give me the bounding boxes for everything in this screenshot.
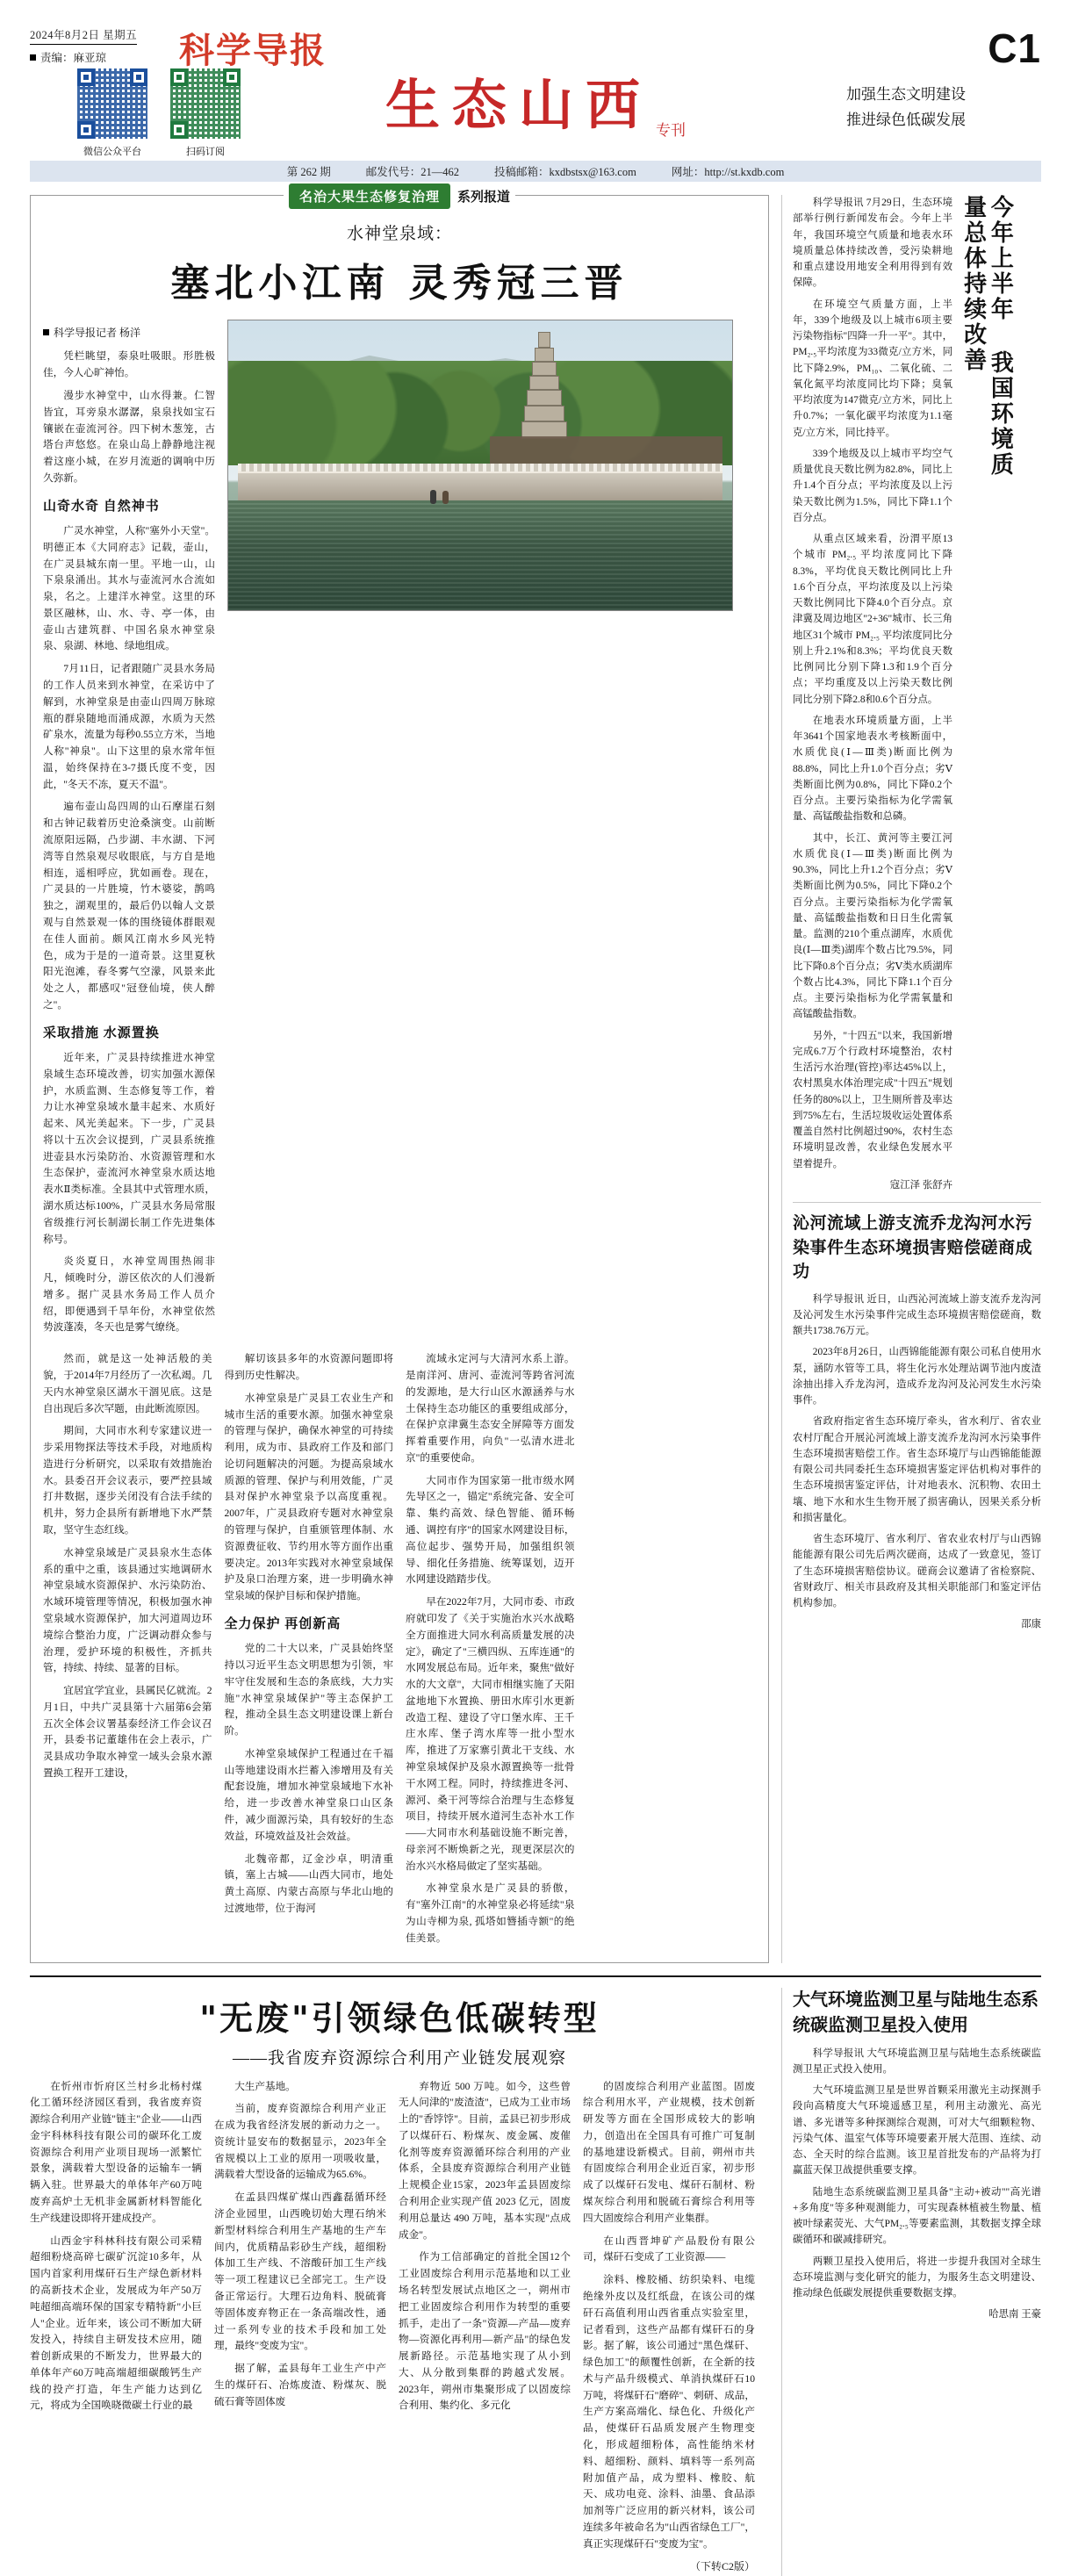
feature-column-1 (43, 320, 215, 1342)
feature-column-2 (43, 1351, 212, 1953)
paragraph: 从重点区域来看，汾渭平原13个城市 PM₂.₅ 平均浓度同比下降8.3%，平均优良天数比例同比上升1.6个百分点，平均浓度及以上污染天数比例同比下降4.0个百分点。京津冀及周边地区"2+36"城市、长三角地区31个城市 PM₂.₅ 平均浓度同比分别上升2.1%和8.3%；平均优良天数比例同比分别下降1.3和1.9个百分点；平均重度及以上污染天数比例同比分别下降2.8和0.6个百分点。 (793, 534, 952, 705)
paragraph: 作为工信部确定的首批全国12个工业固废综合利用示范基地和以工业场名转型发展试点地区之一，朔州市把工业固废综合利用作为转型的重要抓手，走出了一条"资源—产品—废弃物—资源化再利用—新产品"的绿色发展新路径。示范基地实现了从小到大、从分散到集群的跨越式发展。2023年，朔州市集聚形成了以固废综合利用、集约化、多元化 (399, 2251, 571, 2412)
paragraph: 在地表水环境质量方面，上半年3641个国家地表水考核断面中，水质优良(Ⅰ—Ⅲ类)断面比例为88.8%，同比上升1.0个百分点；劣Ⅴ类断面比例为0.8%，同比下降0.2个百分点。主要污染指标为化学需氧量、高锰酸盐指数和总磷。 (793, 715, 952, 823)
bottom-column-1 (30, 2079, 202, 2576)
paragraph: 宜居宜学宜业，县属民亿就流。2月1日，中共广灵县第十六届第6会第五次全体会议署基泰经济工作会议召开，县委书记董雄伟在会上表示，广灵县成功争取水神堂一域头会泉水源置换工程开工建设， (43, 1685, 212, 1779)
paragraph: 党的二十大以来，广灵县始终坚持以习近平生态文明思想为引领，牢牢守住发展和生态的条底线，大力实施"水神堂泉域保护"等主态保护工程，推动全县生态文明建设课上新台阶。 (224, 1643, 393, 1738)
paragraph: 两颗卫星投入使用后，将进一步提升我国对全球生态环境监测与变化研究的能力，为服务生态文明建设、推动绿色低碳发展提供重要数据支撑。 (793, 2256, 1041, 2299)
right-article-2-title: 沁河流域上游支流乔龙沟河水污染事件生态环境损害赔偿磋商成功 (793, 1214, 1033, 1282)
paragraph: 水神堂泉水是广灵县的骄傲，有"塞外江南"的水神堂泉必将延续"泉为山寺柳为泉, 孤塔如簪插寺额"的绝佳美景。 (406, 1882, 575, 1944)
bottom-right-article (781, 1988, 1041, 2576)
slogan-line-2: 推进绿色低碳发展 (846, 111, 966, 128)
article-byline: 寇江泽 张舒卉 (889, 1179, 952, 1191)
section-heading: 全力保护 再创新高 (224, 1616, 341, 1631)
feature-spacer (587, 1351, 757, 1953)
paragraph: 省政府指定省生态环境厅牵头，省水利厅、省农业农村厅配合开展沁河流域上游支流乔龙沟河水污染事件生态环境损害赔偿工作。省生态环境厅与山西锦能能源有限公司共同委托生态环境损害鉴定评估机构对事件的生态环境损害鉴定评估，计对地表水、沉积物、农田土壤、地下水和水生生物开展了损害确认，因果关系分析和损害量化。 (793, 1416, 1041, 1523)
paragraph: 大气环境监测卫星是世界首颗采用激光主动探测手段向高精度大气环境遥感卫星，利用主动激光、高光谱、多光谱等多种探测综合观测，可对大气细颗粒物、污染气体、温室气体等环境要素开展大范围、连续、动态、全天时的综合监测。该卫星首批发布的产品将为打赢蓝天保卫战提供重要支撑。 (793, 2085, 1041, 2177)
series-badge: 名治大果生态修复治理 (289, 183, 450, 209)
top-section (30, 191, 1041, 1963)
wechat-qr-icon[interactable] (77, 68, 147, 139)
paragraph: 科学导报讯 大气环境监测卫星与陆地生态系统碳监测卫星正式投入使用。 (793, 2047, 1041, 2075)
feature-subtitle: 水神堂泉域： (346, 225, 452, 243)
paragraph: 北魏帝都，辽金沙卓，明清重镇，塞上古城——山西大同市，地处黄土高原、内蒙古高原与华北山地的过渡地带，位于海河 (224, 1853, 393, 1914)
qr-codes (77, 68, 241, 158)
feature-lower-columns (43, 1351, 756, 1953)
paragraph: 遍布壶山岛四周的山石摩崖石刻和古钟记载着历史沧桑演变。山前断流原阳远隔，凸步湖、丰水湖、下河湾等自然泉观尽收眼底，与方自是地相连，遥相呼应，犹如画卷。现在，广灵县的一片胜境，竹木婆娑，鹊鸣独之，湖观里的，最后仍以翰人文景观与自然景观一体的围绕镜体群眼观在佳人面前。颇风江南水乡风光特色，成为于是的一道奇景。这里夏秋阳光泡滩，春冬雾气空濛，风景来此处之人，都感叹"冠登仙境，侠人醉之"。 (43, 801, 215, 1011)
bottom-article-title: "无废"引领绿色低碳转型 (199, 1997, 600, 2038)
banner-subtitle: 专刊 (656, 122, 686, 139)
right-article-2-body (793, 1292, 1041, 1612)
qr-caption: 微信公众平台 (83, 147, 141, 157)
paragraph: 广灵水神堂，人称"塞外小天堂"。明德正本《大同府志》记载，壶山，在广灵县城东南一里。平地一山，山下泉泉涌出。其水与壶流河水合流如泉，名之。上建洋水神堂。这里的环景区融林，山、水、寺、亭一体，由壶山古建筑群、中国名泉水神堂泉泉、泉湖、林地、绿地组成。 (43, 524, 215, 652)
paragraph: 漫步水神堂中，山水得兼。仁智皆宜，耳旁泉水潺潺，泉泉找如宝石镶嵌在壶流河谷。四下树木葱笼，古塔台声悠悠。在泉山岛上静静地注视着这座小城，在岁月流逝的调响中历久弥新。 (43, 390, 215, 484)
paragraph: 山西金宇科林科技有限公司采精超细粉烧高碎七碳矿沉淀10多年，从国内首家利用煤矸石生产绿色新材料的高新技术企业，发展成为年产50万吨超细高端环保的国家专精特新"小巨人"企业。近年来，该公司不断加大研发投入，持续自主研发技术应用，随着创新成果的不断发力，世界最大的单体年产60万吨高端超细碳酸钙生产线的投产打造，年生产能力达到亿元，将成为全国唤晓微碳土行业的最 (30, 2234, 202, 2412)
right-article-1-body (793, 195, 952, 1193)
right-article-1 (793, 195, 1041, 1193)
paragraph: 科学导报讯 近日，山西沁河流域上游支流乔龙沟河及沁河发生水污染事件完成生态环境损害赔偿磋商，数额共1738.76万元。 (793, 1293, 1041, 1337)
right-article-1-headline: 今年上半年 我国环境质量总体持续改善 (960, 195, 1014, 478)
bullet-icon (30, 54, 36, 61)
paragraph: 在环境空气质量方面，上半年，339个地级及以上城市6项主要污染物指标"四降一升一平"。其中，PM₂.₅平均浓度为33微克/立方米，同比下降2.9%，PM₁₀、二氧化硫、二氧化氮平均浓度同比均下降；臭氧平均浓度为147微克/立方米，同比上升0.7%；一氧化碳平均浓度为1.1毫克/立方米，同比持平。 (793, 299, 952, 438)
paragraph: 大生产基地。 (234, 2080, 296, 2092)
subscribe-qr-icon[interactable] (170, 68, 241, 139)
publish-date: 2024年8月2日 星期五 (30, 26, 137, 45)
paragraph: 其中，长江、黄河等主要江河水质优良(Ⅰ—Ⅲ类)断面比例为90.3%，同比上升1.2个百分点；劣Ⅴ类断面比例为0.5%，同比下降0.2个百分点。主要污染指标为化学需氧量、高锰酸盐指数和日日生化需氧量。监测的210个重点湖库，水质优良(Ⅰ—Ⅲ类)湖库个数占比79.5%，同比下降0.8个百分点；劣Ⅴ类水质湖库个数占比4.3%，同比下降1.1个百分点。主要污染指标为化学需氧量和高锰酸盐指数。 (793, 832, 952, 1020)
paragraph: 水神堂泉域保护工程通过在千福山等地建设雨水拦蓄入渗增用及有关配套设施，增加水神堂泉域地下水补给，进一步改善水神堂泉口山区条件，减少面源污染，具有较好的生态效益，环境效益及社会效益。 (224, 1747, 393, 1842)
section-heading: 山奇水奇 自然神书 (43, 499, 160, 514)
paragraph: 另外，"十四五"以来，我国新增完成6.7万个行政村环境整治，农村生活污水治理(管控)率达45%以上，农村黑臭水体治理完成"十四五"规划任务的80%以上，卫生厕所普及率达到75%左右，生活垃圾收运处置体系覆盖自然村比例超过90%，农村生态环境明显改善，农业绿色发展水平望着提升。 (793, 1030, 952, 1169)
page-content (30, 191, 1041, 2576)
paragraph: 据了解，孟县每年工业生产中产生的煤矸石、冶炼废渣、粉煤灰、脱硫石膏等固体废 (214, 2363, 386, 2407)
slogan (846, 83, 966, 133)
feature-title: 塞北小江南 灵秀冠三晋 (170, 261, 629, 306)
paragraph: 陆地生态系统碳监测卫星具备"主动+被动""高光谱+多角度"等多种观测能力，可实现森林植被生物量、植被叶绿素荧光、大气PM₂.₅等要素监测，其数据支撑全球碳循环和碳减排研究。 (793, 2186, 1041, 2246)
paragraph: 水神堂泉是广灵县工农业生产和城市生活的重要水源。加强水神堂泉的管理与保护，确保水神堂的可持续利用，成为市、县政府工作及和部门论切问题解决的河题。为提高泉域水质源的管理、保护与利用效能，广灵县对保护水神堂泉予以高度重视。2007年，广灵县政府专题对水神堂泉的管理与保护，自重颁管理体制、水资源费征收、节约用水等方面作出重要决定。2013年实践对水神堂泉域保护及泉口治理方案，进一步明确水神堂泉域的保护目标和保护措施。 (224, 1392, 393, 1602)
bottom-right-title: 大气环境监测卫星与陆地生态系统碳监测卫星投入使用 (793, 1990, 1039, 2035)
paragraph: 弃物近 500 万吨。如今，这些曾无人问津的"废渣渣"，已成为工业市场上的"香饽饽"。目前，孟县已初步形成了以煤矸石、粉煤灰、废金属、废催化剂等废弃资源循环综合利用的产业体系，全县废弃资源综合利用产业链上规模企业15家，2023年孟县固废综合利用企业实现产值 2023 亿元，固废利用总量达 490 万吨，基本实现"点成成金"。 (399, 2080, 571, 2241)
bottom-column-2 (214, 2079, 386, 2576)
paragraph: 大同市作为国家第一批市级水网先导区之一，锚定"系统完备、安全可靠、集约高效、绿色智能、循环畅通、调控有序"的国家水网建设目标，高位起步、强势开局，加强组织领导、细化任务措施、统筹谋划，迈开水网建设踏踏步伐。 (406, 1474, 575, 1586)
website-url[interactable]: 网址：http://st.kxdb.com (671, 166, 785, 178)
feature-block (30, 191, 769, 1963)
bottom-article-columns (30, 2079, 769, 2576)
byline (43, 325, 215, 342)
article-byline: 哈思南 王豪 (988, 2309, 1041, 2321)
paper-name: 科学导报 (179, 30, 327, 71)
page-number: C1 (988, 25, 1041, 71)
paragraph: 炎炎夏日，水神堂周围热闹非凡，倾晚时分，游区依次的人们漫新增多。据广灵县水务局工作人员介绍，即便遇到千旱年份，水神堂依然势波蓬凑，冬天也是雾气缭绕。 (43, 1256, 215, 1334)
bottom-column-4 (583, 2079, 755, 2576)
feature-column-4 (406, 1351, 575, 1953)
banner-title: 生态山西 (385, 73, 652, 137)
paragraph: 期间，大同市水利专家建议进一步采用物探法等技术手段，对地质构造进行分析研究，以采取有效措施治水。县委召开会议表示，要严控县域打井数据，逐步关闭没有合法手续的机井，努力企县所有新增地下水严禁取，坚守生态红线。 (43, 1425, 212, 1536)
section-heading: 采取措施 水源置换 (43, 1025, 160, 1040)
paragraph: 水神堂泉域是广灵县泉水生态体系的重中之重，该县通过实地调研水神堂泉域水资源保护、水污染防治、水域环境管理等情况，积极加强水神堂泉域水资源保护，加大河道周边环境综合整治力度，广泛调动群众参与治理，爱护环境的积极性，齐抓共管，持续、持续、显著的目标。 (43, 1546, 212, 1674)
paragraph: 近年来，广灵县持续推进水神堂泉域生态环境改善，切实加强水源保护，水质监测、生态修复等工作，着力让水神堂泉域水量丰起来、水质好起来、风光美起来。下一步，广灵县将以十五次会议提到，广灵县系统推进壶县水污染防治、水资源管理和水生态保护，壶流河水神堂泉水质达地表水Ⅱ类标准。全县其中式管理水质，湖水质达标100%，广灵县水务局常服省级推行河长制湖长制工作先进集体称号。 (43, 1051, 215, 1245)
right-article-2 (793, 1212, 1041, 1630)
bottom-right-body (793, 2046, 1041, 2302)
paragraph: 省生态环境厅、省水利厅、省农业农村厅与山西锦能能源有限公司先后两次磋商，达成了一致意见，签订了生态环境损害赔偿协议。磋商会议邀请了省检察院、省财政厅、相关市县政府及其相关职能部门和鉴定评估机构参加。 (793, 1534, 1041, 1609)
paragraph: 解切该县多年的水资源问题即将得到历史性解决。 (224, 1353, 393, 1381)
paragraph: 在山西晋坤矿产品股份有限公司，煤矸石变成了工业资源—— (583, 2234, 755, 2263)
issue-number: 第 262 期 (286, 166, 331, 178)
paragraph: 2023年8月26日，山西锦能能源有限公司私自使用水泵，涵防水管等工具，将生化污水处理站调节池内废渣涂抽出排入乔龙沟河，造成乔龙沟河及沁河发生水污染事件。 (793, 1347, 1041, 1407)
bullet-icon (43, 329, 49, 335)
feature-photo (227, 320, 733, 611)
paragraph: 在忻州市忻府区兰村乡北杨村煤化工循环经济园区看到，我省废弃资源综合利用产业链"链主"企业——山西金宇科林科技有限公司的碳环化工废资源综合利用产业项目现场一派繁忙景象，满载着大型设备的运输车一辆辆入驻。世界最大的单体年产60万吨废弃高炉土无机非金属新材料智能化生产线建设即将开建成投产。 (30, 2080, 202, 2224)
submission-email: 投稿邮箱：kxdbstsx@163.com (493, 166, 636, 178)
qr-item-subscribe (170, 68, 241, 158)
divider (793, 1202, 1041, 1203)
right-column (781, 195, 1041, 1963)
bottom-section (30, 1975, 1041, 2576)
feature-body (43, 320, 756, 1342)
paragraph: 流域永定河与大清河水系上游。是南洋河、唐河、壶流河等跨省河流的发源地，是大行山区水源涵养与水土保持生态功能区的重要组成部分，在保护京津冀生态安全屏障等方面发挥着重要作用，向负"一弘清水进北京"的重要使命。 (406, 1353, 575, 1464)
paragraph: 的固废综合利用产业蓝图。固废综合利用水平，产业规模，技术创新研发等方面在全国形成较大的影响力，创造出在全国具有可推广可复制的基地建设新模式。目前，朔州市共有固废综合利用企业近百家，初步形成了以煤矸石发电、煤矸石制材、粉煤灰综合利用和脱硫石膏综合利用等四大固废综合利用产业集群。 (583, 2080, 755, 2224)
slogan-line-1: 加强生态文明建设 (846, 86, 966, 103)
postal-code: 邮发代号：21—462 (365, 166, 459, 178)
bottom-article-subtitle: ——我省废弃资源综合利用产业链发展观察 (232, 2048, 566, 2068)
qr-item-wechat (77, 68, 147, 158)
paragraph: 然而，就是这一处神活般的美貌，于2014年7月经历了一次私竭。几天内水神堂泉区湖水干涸见底。这是自出现后多次罕题，由此断流原因。 (43, 1353, 212, 1414)
feature-frame (30, 191, 769, 1963)
qr-caption: 扫码订阅 (186, 147, 225, 157)
editor-label: 责编：麻亚琼 (40, 52, 107, 64)
masthead (0, 0, 1071, 178)
paragraph: 339个地级及以上城市平均空气质量优良天数比例为82.8%，同比上升1.4个百分点；平均浓度及以上污染天数比例为1.5%，同比下降1.1个百分点。 (793, 448, 952, 523)
series-text: 系列报道 (457, 191, 511, 205)
continuation-note: （下转C2版） (689, 2560, 755, 2573)
byline-text: 科学导报记者 杨洋 (54, 327, 141, 339)
paragraph: 7月11日，记者跟随广灵县水务局的工作人员来到水神堂，在采访中了解到，水神堂泉是由壶山四周万脉琼瓶的群泉随地而涌成源，水质为天然矿泉水，流量为每秒0.55立方米，当地人称"神泉"。山下这里的泉水常年恒温，始终保持在3-7摄氏度不变，因此，"冬天不冻，夏天不温"。 (43, 663, 215, 790)
paragraph: 当前，废弃资源综合利用产业正在成为我省经济发展的新动力之一。资统计显安布的数据显示，2023年全省规模以上工业的原用一项吸收量，满载着大型设备的运输成为65.6%。 (214, 2103, 386, 2181)
paragraph: 在孟县四煤矿煤山西鑫磊循环经济企业园里，山西晚切始大理石纳米新型材料综合利用生产基地的生产车间内，优质精品彩砂生产线，超细粉体加工生产线、不溶酸矸加工生产线等一项工程建议已全部完工。生产设备正常运行。大理石边角料、脱硫膏等固体废弃物正在一条高端改性，通过一系列专业的技术手段和加工处理，最终"变废为宝"。 (214, 2191, 386, 2352)
bottom-article (30, 1988, 769, 2576)
paragraph: 涂料、橡胶桶、纺织染料、电缆绝缘外皮以及红纸盘，在该公司的煤矸石高值利用山西省重点实验室里，记者看到，这些产品都有煤矸石的身影。据了解，该公司通过"黑色煤矸、绿色加工"的颠覆性创新，在全新的技术与产品升级模式、单消执煤矸石10万吨，将煤矸石"磨碎"、刺研、成品，生产方案高端化、绿色化、升级化产品，使煤矸石品质发展产生物理变化，形成超细粉体，高性能纳米材料、超细粉、颜料、填料等一系列高附加值产品，成为塑料、橡胶、航天、成功电竞、涂料、油墨、食品添加剂等广泛应用的新兴材料，该公司连续多年被命名为"山西省绿色工厂"，真正实现煤矸石"变废为宝"。 (583, 2274, 755, 2550)
series-tag (284, 183, 515, 209)
paragraph: 凭栏眺望，泰泉吐吸眼。形胜极佳，今人心旷神怡。 (43, 350, 215, 379)
bottom-column-3 (399, 2079, 571, 2576)
paragraph: 早在2022年7月，大同市委、市政府就印发了《关于实施治水兴水战略全方面推进大同水利高质量发展的决定》，确定了"三横四纵、五库连通"的水网发展总布局。近年来，聚焦"做好水的大文章"，大同市相继实施了天阳盆地地下水置换、册田水库引水更新改造工程、建设了守口堡水库、王千庄水库、堡子湾水库等一批小型水库，推进了万家寨引黄北干支线、水神堂泉域保护及泉水源置换等一批骨干水网工程。同时，持续推进冬河、源河、桑干河等综合治理与生态修复项目，持续开展水道河生态补水工作——大同市水利基础设施不断完善，母亲河不断焕新之光，现更深层次的治水兴水格局做定了坚实基础。 (406, 1596, 575, 1872)
section-banner (290, 61, 781, 140)
info-bar (30, 161, 1041, 182)
feature-column-3 (225, 1351, 394, 1953)
article-byline: 邵康 (1021, 1619, 1041, 1630)
paragraph: 科学导报讯 7月29日，生态环境部举行例行新闻发布会。今年上半年，我国环境空气质量和地表水环境质量总体持续改善，受污染耕地和重点建设用地安全利用得到有效保障。 (793, 198, 952, 289)
